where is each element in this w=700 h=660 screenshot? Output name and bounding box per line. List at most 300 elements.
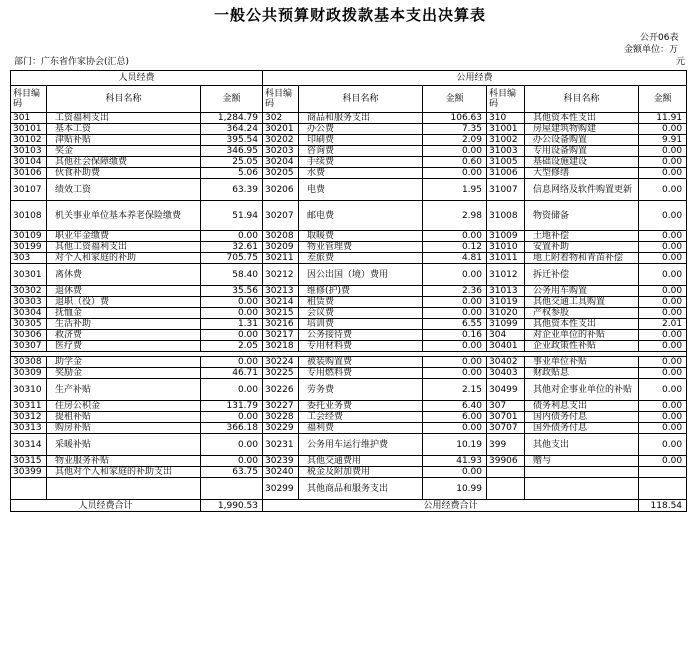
- cell-amount: 0.00: [639, 253, 687, 264]
- cell-code: 30218: [263, 341, 299, 352]
- personnel-total-amount: 1,990.53: [201, 500, 263, 512]
- cell-name: 安置补助: [525, 242, 639, 253]
- public-total-label: 公用经费合计: [263, 500, 639, 512]
- table-row: [11, 286, 687, 297]
- cell-name: 其他资本性支出: [525, 319, 639, 330]
- col-header-code: 科目编码: [11, 86, 47, 113]
- table-row: [11, 319, 687, 330]
- cell-code: 30701: [487, 412, 525, 423]
- cell-name: 退休费: [47, 286, 201, 297]
- cell-code: 399: [487, 434, 525, 456]
- column-header-row: [11, 86, 687, 113]
- section-header-row: [11, 71, 687, 86]
- table-row: [11, 412, 687, 423]
- cell-code: 30311: [11, 401, 47, 412]
- cell-name: 津贴补贴: [47, 135, 201, 146]
- table-row: [11, 478, 687, 500]
- cell-code: 307: [487, 401, 525, 412]
- cell-amount: 131.79: [201, 401, 263, 412]
- table-row: [11, 135, 687, 146]
- cell-amount: 0.00: [423, 423, 487, 434]
- cell-code: 30217: [263, 330, 299, 341]
- table-row: [11, 253, 687, 264]
- cell-name: 国内债务付息: [525, 412, 639, 423]
- cell-code: 30213: [263, 286, 299, 297]
- cell-code: 30313: [11, 423, 47, 434]
- cell-amount: 10.99: [423, 478, 487, 500]
- cell-amount: 0.00: [639, 379, 687, 401]
- cell-amount: 2.01: [639, 319, 687, 330]
- unit-value: 元: [676, 57, 686, 67]
- cell-amount: 2.98: [423, 201, 487, 231]
- cell-code: 30199: [11, 242, 47, 253]
- cell-name: 物业服务补贴: [47, 456, 201, 467]
- cell-code: 30229: [263, 423, 299, 434]
- cell-amount: 0.00: [201, 357, 263, 368]
- cell-amount: 0.00: [639, 357, 687, 368]
- form-number: 公开06表: [640, 33, 679, 43]
- personnel-section-header: 人员经费: [11, 71, 263, 86]
- cell-amount: [639, 467, 687, 478]
- cell-name: 奖金: [47, 146, 201, 157]
- cell-name: 企业政策性补贴: [525, 341, 639, 352]
- table-row: [11, 379, 687, 401]
- cell-code: 30306: [11, 330, 47, 341]
- table-row: [11, 401, 687, 412]
- cell-code: 30101: [11, 124, 47, 135]
- cell-amount: 0.00: [639, 297, 687, 308]
- cell-amount: 0.00: [639, 242, 687, 253]
- cell-amount: 0.00: [639, 201, 687, 231]
- cell-amount: 0.00: [639, 168, 687, 179]
- cell-amount: 0.00: [639, 423, 687, 434]
- cell-amount: 0.00: [423, 231, 487, 242]
- cell-amount: 5.06: [201, 168, 263, 179]
- cell-code: 30208: [263, 231, 299, 242]
- cell-name: 对企业单位的补贴: [525, 330, 639, 341]
- cell-amount: 46.71: [201, 368, 263, 379]
- cell-name: 物资储备: [525, 201, 639, 231]
- col-header-amount: 金额: [423, 86, 487, 113]
- public-section-header: 公用经费: [263, 71, 687, 86]
- table-row: [11, 264, 687, 286]
- cell-code: 31007: [487, 179, 525, 201]
- cell-name: 抚恤金: [47, 308, 201, 319]
- table-row: [11, 113, 687, 124]
- cell-code: 31005: [487, 157, 525, 168]
- cell-code: 30226: [263, 379, 299, 401]
- cell-name: 财政贴息: [525, 368, 639, 379]
- cell-name: 产权参股: [525, 308, 639, 319]
- cell-amount: 0.00: [639, 231, 687, 242]
- table-row: [11, 157, 687, 168]
- col-header-amount: 金额: [639, 86, 687, 113]
- cell-code: 31001: [487, 124, 525, 135]
- cell-code: 31099: [487, 319, 525, 330]
- cell-name: 因公出国（境）费用: [299, 264, 423, 286]
- cell-code: 31011: [487, 253, 525, 264]
- cell-amount: 0.00: [639, 308, 687, 319]
- cell-amount: [639, 478, 687, 500]
- cell-name: 基本工资: [47, 124, 201, 135]
- cell-code: 30402: [487, 357, 525, 368]
- cell-code: 30211: [263, 253, 299, 264]
- cell-code: 31020: [487, 308, 525, 319]
- cell-name: 奖励金: [47, 368, 201, 379]
- cell-name: 医疗费: [47, 341, 201, 352]
- cell-code: 39906: [487, 456, 525, 467]
- cell-code: 301: [11, 113, 47, 124]
- cell-amount: 0.00: [639, 157, 687, 168]
- cell-amount: 6.40: [423, 401, 487, 412]
- cell-amount: 7.35: [423, 124, 487, 135]
- cell-name: 赠与: [525, 456, 639, 467]
- cell-name: 专用材料费: [299, 341, 423, 352]
- totals-row: [11, 500, 687, 512]
- cell-name: 拆迁补偿: [525, 264, 639, 286]
- col-header-amount: 金额: [201, 86, 263, 113]
- cell-code: 30202: [263, 135, 299, 146]
- cell-name: 工资福利支出: [47, 113, 201, 124]
- table-row: [11, 341, 687, 352]
- cell-name: 购房补贴: [47, 423, 201, 434]
- cell-code: 31009: [487, 231, 525, 242]
- cell-name: 其他对企事业单位的补贴: [525, 379, 639, 401]
- cell-code: 30108: [11, 201, 47, 231]
- table-row: [11, 201, 687, 231]
- cell-name: 房屋建筑物购建: [525, 124, 639, 135]
- cell-name: 土地补偿: [525, 231, 639, 242]
- table-row: [11, 467, 687, 478]
- cell-amount: 0.00: [201, 434, 263, 456]
- cell-amount: 1.31: [201, 319, 263, 330]
- cell-amount: 705.75: [201, 253, 263, 264]
- cell-code: 30303: [11, 297, 47, 308]
- cell-name: 工会经费: [299, 412, 423, 423]
- cell-name: 助学金: [47, 357, 201, 368]
- cell-name: 绩效工资: [47, 179, 201, 201]
- cell-amount: 0.00: [639, 368, 687, 379]
- cell-name: 租赁费: [299, 297, 423, 308]
- cell-amount: 0.16: [423, 330, 487, 341]
- cell-code: [487, 478, 525, 500]
- cell-code: 30240: [263, 467, 299, 478]
- cell-name: 办公设备购置: [525, 135, 639, 146]
- cell-code: [11, 478, 47, 500]
- cell-amount: 63.75: [201, 467, 263, 478]
- cell-name: 其他支出: [525, 434, 639, 456]
- cell-code: 30215: [263, 308, 299, 319]
- col-header-name: 科目名称: [47, 86, 201, 113]
- cell-name: 生活补助: [47, 319, 201, 330]
- col-header-name: 科目名称: [525, 86, 639, 113]
- cell-name: 咨询费: [299, 146, 423, 157]
- cell-name: 国外债务付息: [525, 423, 639, 434]
- table-row: [11, 456, 687, 467]
- cell-code: 30307: [11, 341, 47, 352]
- cell-code: 30103: [11, 146, 47, 157]
- cell-name: 公务用车购置: [525, 286, 639, 297]
- budget-table: [10, 70, 687, 512]
- cell-name: 水费: [299, 168, 423, 179]
- cell-amount: [201, 478, 263, 500]
- cell-code: 30314: [11, 434, 47, 456]
- cell-code: 31006: [487, 168, 525, 179]
- cell-code: 31008: [487, 201, 525, 231]
- cell-amount: 0.00: [201, 412, 263, 423]
- cell-code: 30204: [263, 157, 299, 168]
- cell-amount: 4.81: [423, 253, 487, 264]
- cell-code: 30304: [11, 308, 47, 319]
- cell-amount: 2.09: [423, 135, 487, 146]
- cell-name: 印刷费: [299, 135, 423, 146]
- cell-code: [487, 467, 525, 478]
- table-row: [11, 242, 687, 253]
- cell-amount: 2.05: [201, 341, 263, 352]
- cell-code: 30206: [263, 179, 299, 201]
- cell-amount: 1.95: [423, 179, 487, 201]
- cell-amount: 0.00: [639, 456, 687, 467]
- cell-amount: 364.24: [201, 124, 263, 135]
- cell-amount: 0.00: [423, 467, 487, 478]
- cell-name: 被装购置费: [299, 357, 423, 368]
- cell-code: 30107: [11, 179, 47, 201]
- cell-name: 职业年金缴费: [47, 231, 201, 242]
- cell-name: 退职（役）费: [47, 297, 201, 308]
- cell-amount: 0.00: [201, 308, 263, 319]
- cell-name: 物业管理费: [299, 242, 423, 253]
- cell-amount: 0.00: [201, 330, 263, 341]
- cell-name: 电费: [299, 179, 423, 201]
- cell-name: 救济费: [47, 330, 201, 341]
- cell-code: 310: [487, 113, 525, 124]
- cell-name: 公务用车运行维护费: [299, 434, 423, 456]
- cell-amount: 0.00: [639, 124, 687, 135]
- cell-amount: 0.00: [423, 308, 487, 319]
- cell-name: 事业单位补贴: [525, 357, 639, 368]
- cell-code: 30399: [11, 467, 47, 478]
- table-row: [11, 357, 687, 368]
- cell-amount: 35.56: [201, 286, 263, 297]
- cell-code: 30309: [11, 368, 47, 379]
- cell-amount: 106.63: [423, 113, 487, 124]
- cell-amount: 0.00: [639, 179, 687, 201]
- cell-name: 办公费: [299, 124, 423, 135]
- cell-code: 30707: [487, 423, 525, 434]
- cell-name: 劳务费: [299, 379, 423, 401]
- cell-name: 住房公积金: [47, 401, 201, 412]
- cell-name: 大型修缮: [525, 168, 639, 179]
- cell-amount: 0.00: [423, 368, 487, 379]
- cell-amount: 0.00: [639, 434, 687, 456]
- cell-amount: 0.00: [639, 341, 687, 352]
- cell-name: 生产补贴: [47, 379, 201, 401]
- cell-code: 30239: [263, 456, 299, 467]
- cell-amount: 395.54: [201, 135, 263, 146]
- cell-code: 30231: [263, 434, 299, 456]
- col-header-code: 科目编码: [487, 86, 525, 113]
- cell-name: 其他交通工具购置: [525, 297, 639, 308]
- table-row: [11, 297, 687, 308]
- cell-amount: 0.00: [423, 146, 487, 157]
- cell-amount: 346.95: [201, 146, 263, 157]
- page-title: 一般公共预算财政拨款基本支出决算表: [213, 6, 486, 24]
- cell-code: 30228: [263, 412, 299, 423]
- cell-name: 专用设备购置: [525, 146, 639, 157]
- cell-amount: 6.55: [423, 319, 487, 330]
- cell-code: 30109: [11, 231, 47, 242]
- cell-code: 30302: [11, 286, 47, 297]
- cell-code: 31012: [487, 264, 525, 286]
- cell-name: 信息网络及软件购置更新: [525, 179, 639, 201]
- cell-amount: 0.00: [423, 297, 487, 308]
- cell-code: 30106: [11, 168, 47, 179]
- col-header-name: 科目名称: [299, 86, 423, 113]
- cell-amount: 0.00: [201, 297, 263, 308]
- cell-code: 30201: [263, 124, 299, 135]
- cell-code: 30305: [11, 319, 47, 330]
- cell-name: 福利费: [299, 423, 423, 434]
- cell-name: 会议费: [299, 308, 423, 319]
- cell-code: 30203: [263, 146, 299, 157]
- cell-code: 30308: [11, 357, 47, 368]
- cell-name: 伙食补助费: [47, 168, 201, 179]
- cell-amount: 0.00: [423, 357, 487, 368]
- cell-code: 31003: [487, 146, 525, 157]
- cell-name: 其他交通费用: [299, 456, 423, 467]
- cell-name: 机关事业单位基本养老保险缴费: [47, 201, 201, 231]
- cell-name: 其他工资福利支出: [47, 242, 201, 253]
- cell-code: 30102: [11, 135, 47, 146]
- cell-name: 维修(护)费: [299, 286, 423, 297]
- table-row: [11, 330, 687, 341]
- cell-amount: 0.00: [201, 231, 263, 242]
- cell-code: 30214: [263, 297, 299, 308]
- cell-amount: 51.94: [201, 201, 263, 231]
- cell-amount: 58.40: [201, 264, 263, 286]
- cell-code: 30205: [263, 168, 299, 179]
- cell-code: 30224: [263, 357, 299, 368]
- cell-amount: 63.39: [201, 179, 263, 201]
- cell-code: 30299: [263, 478, 299, 500]
- table-row: [11, 168, 687, 179]
- cell-name: 其他资本性支出: [525, 113, 639, 124]
- cell-code: 30315: [11, 456, 47, 467]
- cell-name: 专用燃料费: [299, 368, 423, 379]
- cell-code: 31002: [487, 135, 525, 146]
- cell-code: 30216: [263, 319, 299, 330]
- cell-amount: 366.18: [201, 423, 263, 434]
- cell-code: 30209: [263, 242, 299, 253]
- cell-amount: 0.00: [201, 379, 263, 401]
- cell-code: 30301: [11, 264, 47, 286]
- cell-name: 公务接待费: [299, 330, 423, 341]
- cell-name: 差旅费: [299, 253, 423, 264]
- cell-code: 30225: [263, 368, 299, 379]
- cell-name: 提租补贴: [47, 412, 201, 423]
- cell-name: 债务利息支出: [525, 401, 639, 412]
- cell-amount: 0.00: [423, 168, 487, 179]
- cell-name: 商品和服务支出: [299, 113, 423, 124]
- cell-name: 基础设施建设: [525, 157, 639, 168]
- cell-code: 31019: [487, 297, 525, 308]
- cell-name: 邮电费: [299, 201, 423, 231]
- cell-amount: 11.91: [639, 113, 687, 124]
- department-label: 部门：广东省作家协会(汇总): [14, 57, 130, 67]
- cell-name: 采暖补贴: [47, 434, 201, 456]
- cell-amount: 0.00: [639, 286, 687, 297]
- cell-amount: 0.00: [639, 146, 687, 157]
- cell-amount: 25.05: [201, 157, 263, 168]
- cell-amount: 0.00: [423, 341, 487, 352]
- cell-amount: 6.00: [423, 412, 487, 423]
- cell-code: 30401: [487, 341, 525, 352]
- cell-code: 303: [11, 253, 47, 264]
- cell-code: 30403: [487, 368, 525, 379]
- unit-label: 金额单位：万: [624, 45, 679, 55]
- personnel-total-label: 人员经费合计: [11, 500, 201, 512]
- cell-amount: 32.61: [201, 242, 263, 253]
- cell-amount: 0.00: [201, 456, 263, 467]
- cell-code: 30207: [263, 201, 299, 231]
- cell-name: 对个人和家庭的补助: [47, 253, 201, 264]
- cell-code: 30104: [11, 157, 47, 168]
- cell-code: 30310: [11, 379, 47, 401]
- cell-name: 其他社会保障缴费: [47, 157, 201, 168]
- cell-amount: 1,284.79: [201, 113, 263, 124]
- cell-amount: 0.00: [423, 264, 487, 286]
- cell-name: [525, 478, 639, 500]
- cell-amount: 10.19: [423, 434, 487, 456]
- cell-name: 委托业务费: [299, 401, 423, 412]
- cell-amount: 0.00: [639, 401, 687, 412]
- cell-name: 地上附着物和青苗补偿: [525, 253, 639, 264]
- cell-name: [525, 467, 639, 478]
- cell-amount: 0.00: [639, 412, 687, 423]
- cell-name: 其他商品和服务支出: [299, 478, 423, 500]
- budget-table-wrapper: [10, 70, 686, 512]
- table-row: [11, 423, 687, 434]
- table-row: [11, 368, 687, 379]
- public-total-amount: 118.54: [639, 500, 687, 512]
- cell-name: 培训费: [299, 319, 423, 330]
- cell-code: 30499: [487, 379, 525, 401]
- cell-name: 手续费: [299, 157, 423, 168]
- table-row: [11, 231, 687, 242]
- cell-amount: 2.36: [423, 286, 487, 297]
- cell-code: 30227: [263, 401, 299, 412]
- col-header-code: 科目编码: [263, 86, 299, 113]
- cell-code: 31010: [487, 242, 525, 253]
- cell-name: 取暖费: [299, 231, 423, 242]
- table-row: [11, 146, 687, 157]
- cell-name: 税金及附加费用: [299, 467, 423, 478]
- cell-amount: 9.91: [639, 135, 687, 146]
- cell-code: 30312: [11, 412, 47, 423]
- cell-amount: 0.60: [423, 157, 487, 168]
- table-row: [11, 124, 687, 135]
- cell-amount: 41.93: [423, 456, 487, 467]
- cell-code: 304: [487, 330, 525, 341]
- cell-code: 302: [263, 113, 299, 124]
- table-row: [11, 434, 687, 456]
- cell-amount: 0.00: [639, 330, 687, 341]
- cell-name: 其他对个人和家庭的补助支出: [47, 467, 201, 478]
- table-row: [11, 179, 687, 201]
- cell-amount: 2.15: [423, 379, 487, 401]
- cell-name: [47, 478, 201, 500]
- cell-amount: 0.00: [639, 264, 687, 286]
